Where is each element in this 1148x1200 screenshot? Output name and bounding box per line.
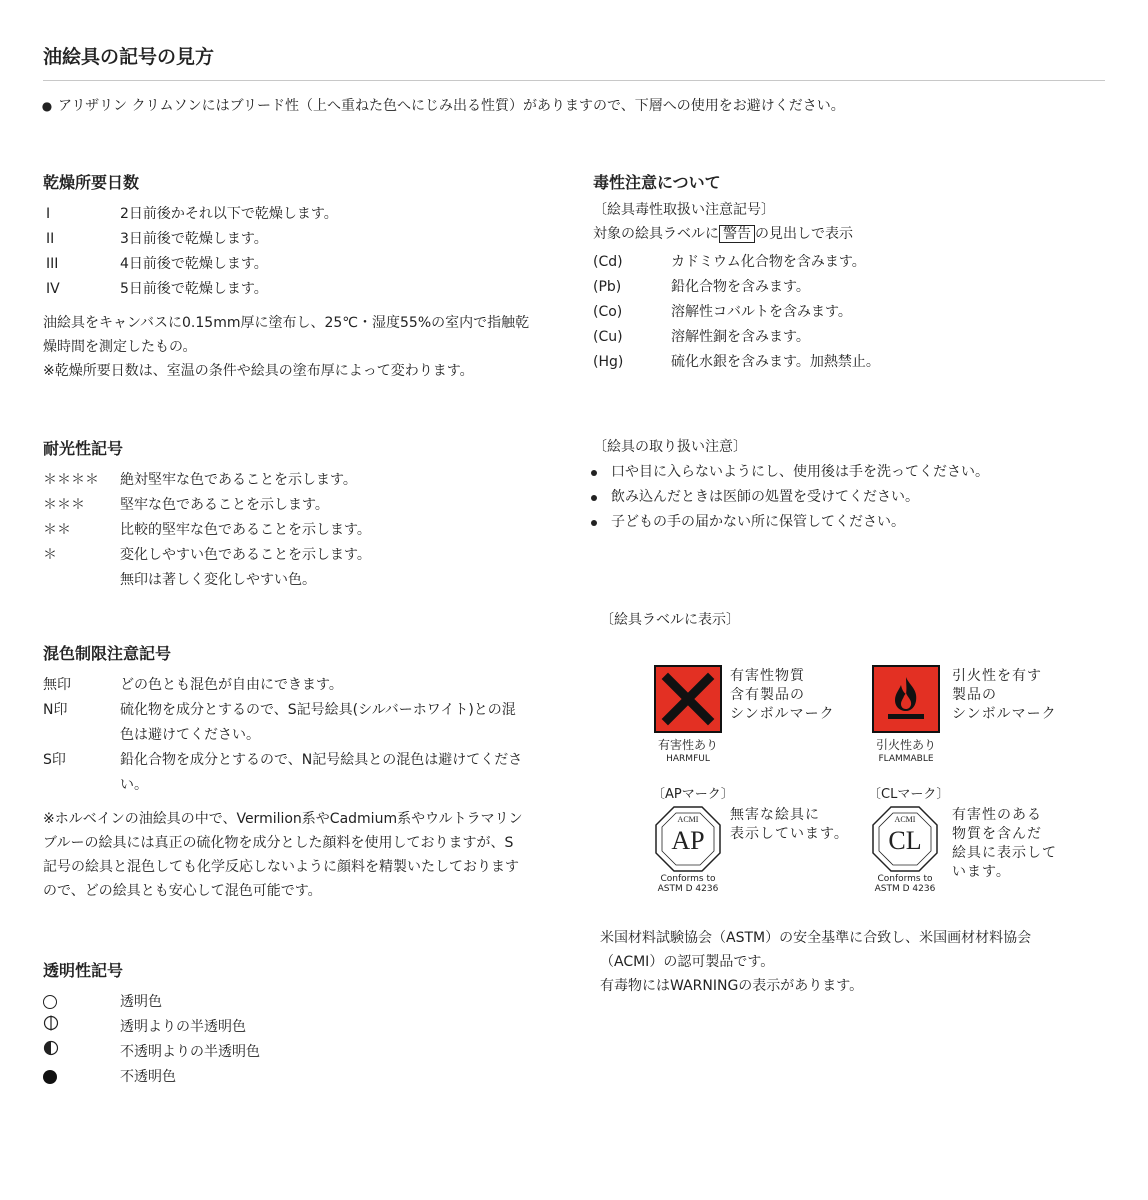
drying-row: I 2日前後かそれ以下で乾燥します。	[46, 206, 338, 222]
transparency-section	[43, 958, 563, 1090]
top-note-text: アリザリン クリムソンにはブリード性（上へ重ねた色へにじみ出る性質）がありますので、下層への使用をお避けください。	[58, 98, 845, 114]
transparency-row: 透明よりの半透明色	[43, 1015, 563, 1040]
cl-seal-caption: Conforms to ASTM D 4236	[874, 874, 936, 894]
half-filled-circle-icon	[43, 1040, 59, 1056]
cl-seal-letters: CL	[888, 826, 922, 855]
cl-mark-title: 〔CLマーク〕	[868, 787, 950, 802]
toxicity-row: (Cd) カドミウム化合物を含みます。	[593, 254, 866, 270]
handling-list	[586, 460, 1126, 535]
harmful-symbol	[654, 665, 722, 733]
mixing-row: い。	[120, 777, 148, 793]
drying-note: 油絵具をキャンバスに0.15mm厚に塗布し、25℃・湿度55%の室内で指触乾 燥時間を測定したもの。 ※乾燥所要日数は、室温の条件や絵具の塗布厚によって変わります。	[43, 315, 530, 379]
drying-row: III 4日前後で乾燥します。	[46, 256, 268, 272]
cross-icon	[660, 671, 716, 727]
label-subheading: 〔絵具ラベルに表示〕	[600, 612, 740, 628]
transparency-row: 透明色	[43, 990, 563, 1015]
drying-row: II 3日前後で乾燥します。	[46, 231, 268, 247]
mixing-row: 無印 どの色とも混色が自由にできます。	[43, 677, 343, 693]
ap-seal-icon	[654, 805, 722, 873]
transparency-heading: 透明性記号	[43, 961, 124, 980]
handling-subheading: 〔絵具の取り扱い注意〕	[593, 439, 747, 455]
toxicity-row: (Pb) 鉛化合物を含みます。	[593, 279, 810, 295]
mixing-row: S印 鉛化合物を成分とするので、N記号絵具との混色は避けてくださ	[43, 752, 523, 768]
toxicity-section	[593, 170, 1113, 375]
flammable-symbol	[872, 665, 940, 733]
lightfastness-heading: 耐光性記号	[43, 439, 124, 458]
toxicity-heading: 毒性注意について	[593, 173, 721, 192]
mixing-note: ※ホルベインの油絵具の中で、Vermilion系やCadmium系やウルトラマリン ブルーの絵具には真正の硫化物を成分とした顔料を使用しておりますが、S 記号の絵具と混色しても化学反応しないように顔料を精製いたしております ので、どの絵具とも安心して混色可能です。	[43, 811, 523, 899]
bullet-icon	[591, 520, 597, 526]
lightfastness-row: 無印は著しく変化しやすい色。	[120, 572, 316, 588]
toxicity-subheading: 〔絵具毒性取扱い注意記号〕	[593, 202, 775, 218]
cl-seal-icon	[871, 805, 939, 873]
lightfastness-section	[43, 436, 563, 593]
mixing-section	[43, 641, 563, 903]
filled-circle-icon	[43, 1070, 57, 1084]
warning-label-box: 警告	[719, 225, 755, 243]
lightfastness-row: ＊＊＊ 堅牢な色であることを示します。	[43, 497, 329, 513]
list-item: 飲み込んだときは医師の処置を受けてください。	[586, 485, 1126, 510]
flammable-caption: 引火性あり FLAMMABLE	[875, 738, 936, 764]
ap-seal-top-text: ACMI	[677, 815, 699, 824]
drying-row: IV 5日前後で乾燥します。	[46, 281, 268, 297]
handling-section	[586, 435, 1126, 535]
open-circle-icon	[43, 995, 57, 1009]
cl-description: 有害性のある 物質を含んだ 絵具に表示して います。	[952, 807, 1057, 880]
toxicity-intro: 対象の絵具ラベルに 警告 の見出しで表示	[593, 226, 853, 242]
drying-heading: 乾燥所要日数	[43, 173, 140, 192]
mixing-row: 色は避けてください。	[120, 727, 260, 743]
mixing-heading: 混色制限注意記号	[43, 644, 172, 663]
transparency-row: 不透明色	[43, 1065, 563, 1090]
ap-description: 無害な絵具に 表示しています。	[730, 807, 849, 842]
ap-seal-letters: AP	[671, 826, 705, 855]
harmful-description: 有害性物質 含有製品の シンボルマーク	[730, 668, 835, 722]
ap-mark-title: 〔APマーク〕	[652, 787, 734, 802]
toxicity-row: (Cu) 溶解性銅を含みます。	[593, 329, 810, 345]
page-title: 油絵具の記号の見方	[43, 46, 215, 68]
bullet-icon	[591, 495, 597, 501]
toxicity-row: (Hg) 硫化水銀を含みます。加熱禁止。	[593, 354, 880, 370]
cl-seal-top-text: ACMI	[894, 815, 916, 824]
flame-icon	[878, 671, 934, 727]
transparency-row: 不透明よりの半透明色	[43, 1040, 563, 1065]
flammable-description: 引火性を有す 製品の シンボルマーク	[952, 668, 1057, 722]
top-note	[36, 95, 845, 115]
bullet-icon	[591, 470, 597, 476]
toxicity-row: (Co) 溶解性コバルトを含みます。	[593, 304, 852, 320]
bullet-icon: ●	[41, 99, 53, 113]
title-divider	[43, 80, 1105, 81]
ap-seal-caption: Conforms to ASTM D 4236	[657, 874, 719, 894]
harmful-caption: 有害性あり HARMFUL	[657, 738, 718, 764]
circle-with-bar-icon	[43, 1015, 59, 1031]
lightfastness-row: ＊＊ 比較的堅牢な色であることを示します。	[43, 522, 371, 538]
lightfastness-row: ＊ 変化しやすい色であることを示します。	[43, 547, 371, 563]
mixing-row: N印 硫化物を成分とするので、S記号絵具(シルバーホワイト)との混	[43, 702, 516, 718]
astm-note: 米国材料試験協会（ASTM）の安全基準に合致し、米国画材材料協会 （ACMI）の認可製品です。 有毒物にはWARNINGの表示があります。	[600, 930, 1032, 994]
list-item: 口や目に入らないようにし、使用後は手を洗ってください。	[586, 460, 1126, 485]
list-item: 子どもの手の届かない所に保管してください。	[586, 510, 1126, 535]
drying-section	[43, 170, 563, 383]
lightfastness-row: ＊＊＊＊ 絶対堅牢な色であることを示します。	[43, 472, 357, 488]
